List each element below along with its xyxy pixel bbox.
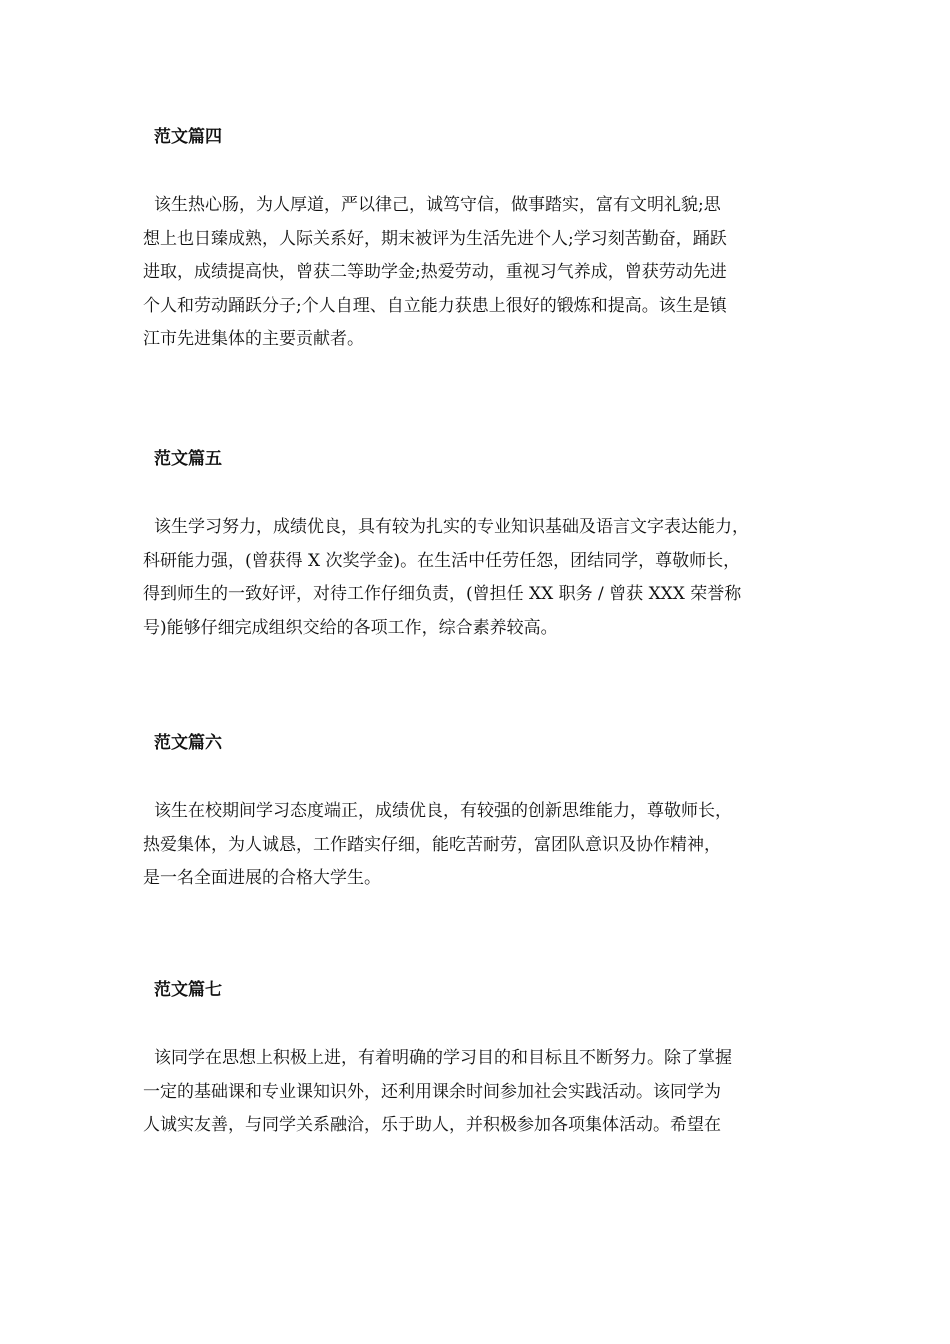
- paragraph-line: 该生学习努力，成绩优良，具有较为扎实的专业知识基础及语言文字表达能力，: [154, 517, 749, 537]
- paragraph-line: 科研能力强，(曾获得 X 次奖学金)。在生活中任劳任怨，团结同学，尊敬师长，: [143, 550, 741, 571]
- section-fanwen-5: [143, 447, 813, 645]
- paragraph-line: 个人和劳动踊跃分子;个人自理、自立能力获患上很好的锻炼和提高。该生是镇: [143, 295, 727, 316]
- paragraph-line: 号)能够仔细完成组织交给的各项工作，综合素养较高。: [143, 617, 558, 638]
- paragraph-line: 该生在校期间学习态度端正，成绩优良，有较强的创新思维能力，尊敬师长，: [154, 801, 732, 821]
- paragraph-line: 一定的基础课和专业课知识外，还利用课余时间参加社会实践活动。该同学为: [143, 1081, 721, 1102]
- paragraph-line: 江市先进集体的主要贡献者。: [143, 329, 364, 349]
- section-heading: 范文篇四: [154, 127, 222, 147]
- paragraph-line: 进取，成绩提高快，曾获二等助学金;热爱劳动，重视习气养成，曾获劳动先进: [143, 262, 727, 282]
- section-fanwen-6: [143, 731, 813, 896]
- section-paragraph: [143, 189, 813, 357]
- section-paragraph: [143, 511, 813, 645]
- paragraph-line: 人诚实友善，与同学关系融洽，乐于助人，并积极参加各项集体活动。希望在: [143, 1115, 721, 1135]
- section-paragraph: [143, 1042, 813, 1143]
- section-heading: 范文篇七: [154, 980, 222, 1000]
- section-fanwen-4: [143, 125, 813, 357]
- paragraph-line: 得到师生的一致好评，对待工作仔细负责，(曾担任 XX 职务 / 曾获 XXX 荣誉称: [143, 584, 742, 604]
- paragraph-line: 该生热心肠，为人厚道，严以律己，诚笃守信，做事踏实，富有文明礼貌;思: [154, 195, 721, 215]
- section-fanwen-7: [143, 978, 813, 1143]
- paragraph-line: 热爱集体，为人诚恳，工作踏实仔细，能吃苦耐劳，富团队意识及协作精神，: [143, 834, 721, 855]
- paragraph-line: 想上也日臻成熟，人际关系好，期末被评为生活先进个人;学习刻苦勤奋，踊跃: [143, 228, 727, 249]
- paragraph-line: 该同学在思想上积极上进，有着明确的学习目的和目标且不断努力。除了掌握: [154, 1048, 732, 1068]
- section-paragraph: [143, 795, 813, 896]
- section-heading: 范文篇五: [154, 449, 222, 469]
- section-heading: 范文篇六: [154, 733, 222, 753]
- paragraph-line: 是一名全面进展的合格大学生。: [143, 868, 381, 888]
